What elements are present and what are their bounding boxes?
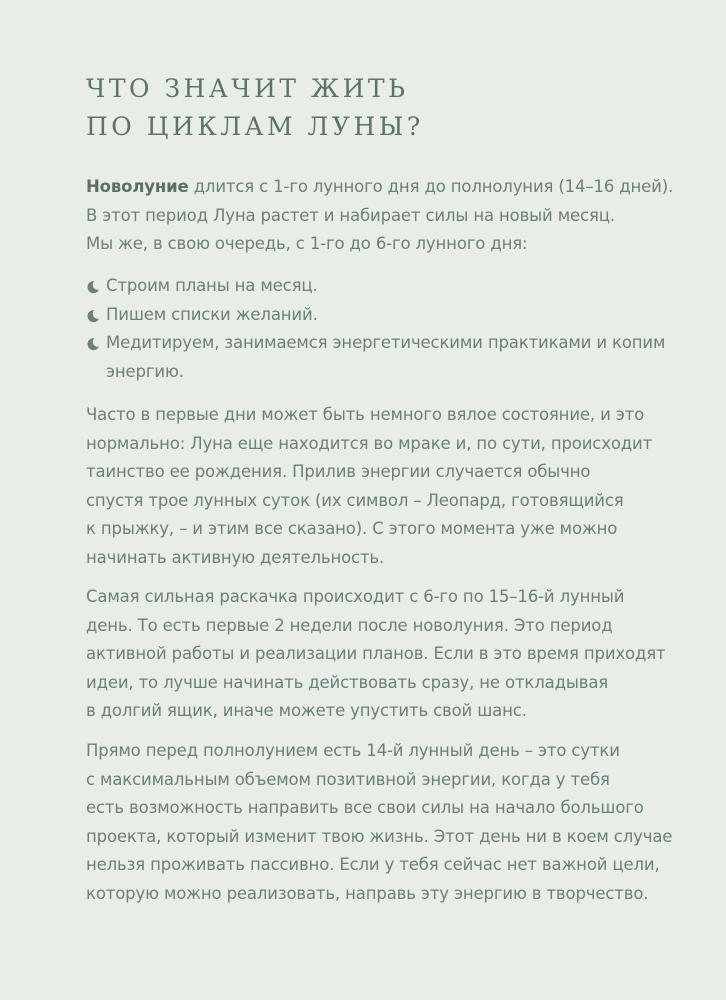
paragraph-line: В этот период Луна растет и набирает силы на новый месяц. <box>86 205 615 225</box>
paragraph-line: начинать активную деятельность. <box>86 547 385 567</box>
paragraph-line: есть возможность направить все свои силы на начало большого <box>86 798 644 817</box>
list-item-text: Пишем списки желаний. <box>106 304 318 324</box>
crescent-moon-icon <box>86 309 100 323</box>
paragraph-line: таинство ее рождения. Прилив энергии случается обычно <box>86 462 591 481</box>
crescent-moon-icon <box>86 280 100 294</box>
paragraph-line: Прямо перед полнолунием есть 14-й лунный день – это сутки <box>86 741 620 760</box>
term-new-moon: Новолуние <box>86 177 189 196</box>
list-item-text: энергию. <box>106 361 184 381</box>
list-item-text: Медитируем, занимаемся энергетическими практиками и копим <box>106 333 666 352</box>
paragraph-line: проекта, который изменит твою жизнь. Этот день ни в коем случае <box>86 826 673 846</box>
list-item <box>86 272 666 301</box>
title-line-2: ПО ЦИКЛАМ ЛУНЫ? <box>86 112 424 141</box>
new-moon-actions-list <box>86 272 666 386</box>
paragraph-line: в долгий ящик, иначе можете упустить свой шанс. <box>86 701 527 720</box>
crescent-moon-icon <box>86 337 100 351</box>
paragraph-line: день. То есть первые 2 недели после новолуния. Это период <box>86 615 613 635</box>
list-item <box>86 329 666 386</box>
paragraph-line: Мы же, в свою очередь, с 1-го до 6-го лунного дня: <box>86 234 528 253</box>
paragraph-line: к прыжку, – и этим все сказано). С этого момента уже можно <box>86 519 618 538</box>
paragraph-full-moon-eve <box>86 737 673 908</box>
paragraph-early-days <box>86 401 666 572</box>
page-title <box>86 70 424 146</box>
paragraph-line: которую можно реализовать, направь эту энергию в творчество. <box>86 883 649 903</box>
paragraph-line: активной работы и реализации планов. Если в это время приходят <box>86 644 666 663</box>
paragraph-line: Самая сильная раскачка происходит с 6-го по 15–16-й лунный <box>86 587 625 606</box>
paragraph-line: нельзя проживать пассивно. Если у тебя сейчас нет важной цели, <box>86 855 660 874</box>
paragraph-line: с максимальным объемом позитивной энергии, когда у тебя <box>86 769 610 789</box>
list-item-text: Строим планы на месяц. <box>106 276 318 295</box>
list-item <box>86 301 666 330</box>
paragraph-new-moon <box>86 173 674 259</box>
paragraph-waxing-period <box>86 583 666 726</box>
paragraph-line: идеи, то лучше начинать действовать сразу, не откладывая <box>86 672 609 692</box>
paragraph-line: Новолуние длится с 1-го лунного дня до полнолуния (14–16 дней). <box>86 177 674 196</box>
paragraph-line: нормально: Луна еще находится во мраке и, по сути, происходит <box>86 433 653 453</box>
paragraph-line: Часто в первые дни может быть немного вялое состояние, и это <box>86 405 645 424</box>
title-line-1: ЧТО ЗНАЧИТ ЖИТЬ <box>86 74 409 103</box>
paragraph-line: спустя трое лунных суток (их символ – Леопард, готовящийся <box>86 490 624 510</box>
